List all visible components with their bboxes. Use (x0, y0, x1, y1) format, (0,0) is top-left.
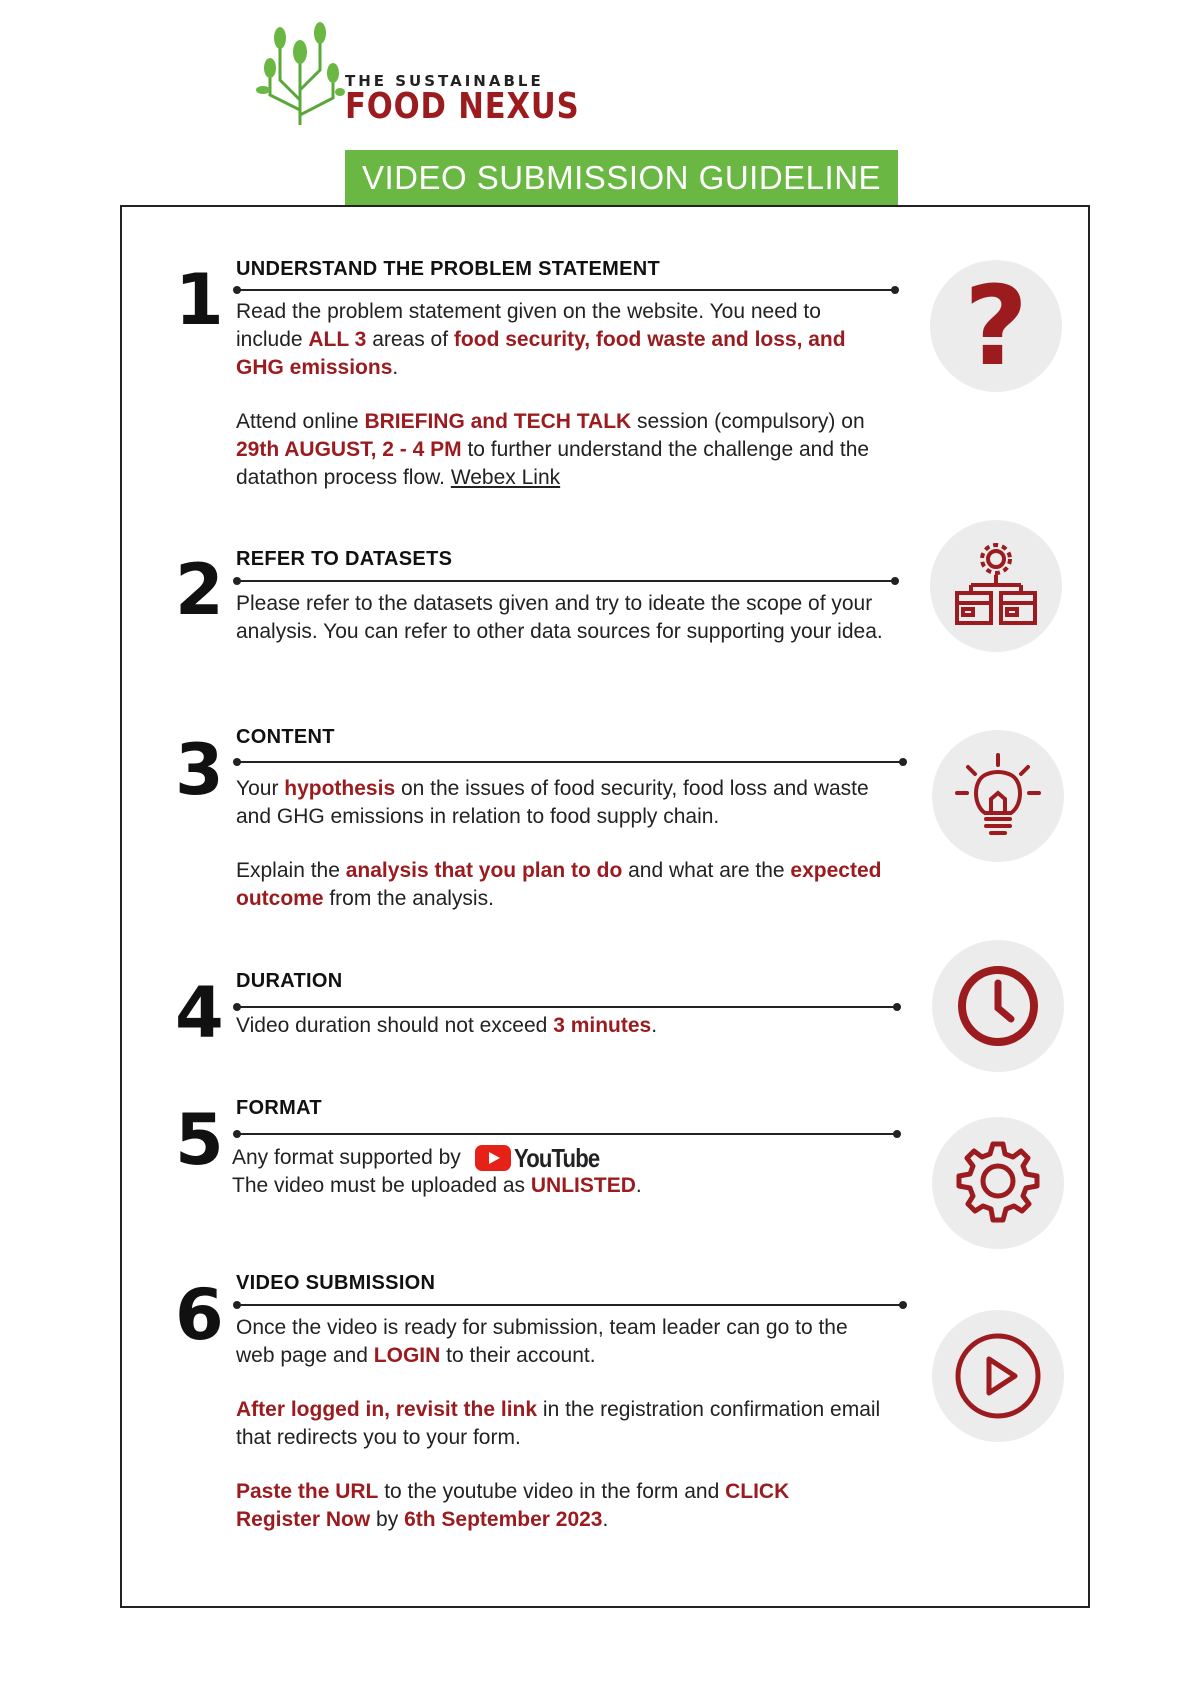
paragraph: Please refer to the datasets given and try to ideate the scope of your analysis. You can refer to other data sources for supporting your idea. (236, 592, 883, 643)
datasets-gear-boxes-icon (951, 541, 1041, 631)
paragraph (236, 298, 876, 382)
text: . (602, 1508, 609, 1531)
youtube-wordmark: YouTube (513, 1143, 600, 1174)
highlight: 29th AUGUST, 2 - 4 PM (236, 438, 462, 461)
text: Explain the (236, 859, 346, 882)
gear-icon-circle (932, 1117, 1064, 1249)
section-body-1 (236, 298, 876, 492)
paragraph (236, 857, 896, 913)
section-divider-4 (236, 1006, 898, 1008)
highlight: , (384, 1398, 396, 1421)
section-divider-3 (236, 761, 904, 763)
question-icon-circle (930, 260, 1062, 392)
text: The video must be uploaded as (232, 1174, 531, 1198)
text: . (635, 1174, 642, 1198)
text: Once the video is ready for submission, team leader can go to the web page and (236, 1316, 848, 1367)
sprout-logo-icon (255, 20, 345, 130)
highlight: food security, food waste and loss, and GHG emissions (236, 328, 846, 379)
step-number-2: 2 (175, 549, 224, 631)
paragraph (236, 408, 876, 492)
lightbulb-icon (953, 751, 1043, 841)
section-body-5 (232, 1144, 892, 1200)
section-title-6: VIDEO SUBMISSION (236, 1272, 436, 1294)
step-number-1: 1 (175, 259, 224, 341)
text: areas of (366, 328, 454, 351)
paragraph (236, 1396, 886, 1452)
highlight: Paste the URL (236, 1480, 379, 1503)
highlight: 3 minutes (553, 1014, 652, 1037)
webex-link[interactable]: Webex Link (450, 466, 561, 489)
section-body-3 (236, 775, 896, 913)
section-divider-1 (236, 289, 896, 291)
step-number-4: 4 (175, 972, 224, 1054)
section-body-6 (236, 1314, 886, 1534)
lightbulb-icon-circle (932, 730, 1064, 862)
paragraph (236, 775, 896, 831)
highlight: hypothesis (284, 777, 396, 800)
play-icon-circle (932, 1310, 1064, 1442)
section-body-2 (236, 590, 886, 646)
highlight: After logged in (236, 1398, 385, 1421)
question-mark-icon: ? (964, 262, 1028, 390)
text: Read the problem statement given on the website. You need to include (236, 300, 821, 351)
logo-tagline: THE SUSTAINABLE (345, 72, 544, 90)
highlight: analysis that you plan to do (345, 859, 623, 882)
section-divider-5 (236, 1133, 898, 1135)
paragraph (236, 1314, 886, 1370)
highlight: revisit the link (395, 1398, 538, 1421)
section-title-3: CONTENT (236, 726, 335, 748)
youtube-logo (475, 1144, 614, 1172)
text: session (compulsory) on (631, 410, 865, 433)
logo-title: FOOD NEXUS (345, 86, 580, 127)
paragraph (236, 1478, 836, 1534)
step-number-5: 5 (175, 1099, 224, 1181)
section-title-1: UNDERSTAND THE PROBLEM STATEMENT (236, 258, 661, 280)
text: to the youtube video in the form and (378, 1480, 726, 1503)
clock-icon (953, 961, 1043, 1051)
datasets-icon-circle (930, 520, 1062, 652)
highlight: UNLISTED (530, 1174, 636, 1198)
section-title-4: DURATION (236, 970, 343, 992)
highlight: BRIEFING and TECH TALK (364, 410, 632, 433)
text: by (370, 1508, 405, 1531)
text: on the issues of food security, food loss and waste and GHG emissions in relation to food supply chain. (236, 777, 869, 828)
play-icon (953, 1331, 1043, 1421)
text: Any format supported by (232, 1146, 461, 1169)
text: and what are the (622, 859, 791, 882)
text: Your (236, 777, 285, 800)
section-divider-6 (236, 1304, 904, 1306)
highlight: ALL 3 (308, 328, 367, 351)
text: Attend online (236, 410, 365, 433)
section-body-4 (236, 1012, 896, 1040)
text: from the analysis. (323, 887, 494, 910)
section-title-5: FORMAT (236, 1097, 322, 1119)
logo (255, 20, 580, 130)
section-divider-2 (236, 580, 896, 582)
step-number-3: 3 (175, 729, 224, 811)
highlight: LOGIN (373, 1344, 441, 1367)
highlight: expected outcome (236, 859, 882, 910)
section-title-2: REFER TO DATASETS (236, 548, 453, 570)
text: . (392, 356, 399, 379)
text: Video duration should not exceed (236, 1014, 554, 1037)
clock-icon-circle (932, 940, 1064, 1072)
text: in the registration confirmation email that redirects you to your form. (236, 1398, 881, 1449)
highlight: CLICK Register Now (236, 1480, 790, 1531)
text: to their account. (440, 1344, 596, 1367)
paragraph (236, 1012, 896, 1040)
text: to further understand the challenge and the datathon process flow. (236, 438, 870, 489)
gear-icon (953, 1138, 1043, 1228)
paragraph (232, 1172, 892, 1200)
step-number-6: 6 (175, 1274, 224, 1356)
page-title-banner: VIDEO SUBMISSION GUIDELINE (345, 150, 898, 205)
highlight: 6th September 2023 (404, 1508, 603, 1531)
youtube-play-icon (475, 1145, 511, 1171)
paragraph (232, 1144, 892, 1172)
text: . (651, 1014, 658, 1037)
